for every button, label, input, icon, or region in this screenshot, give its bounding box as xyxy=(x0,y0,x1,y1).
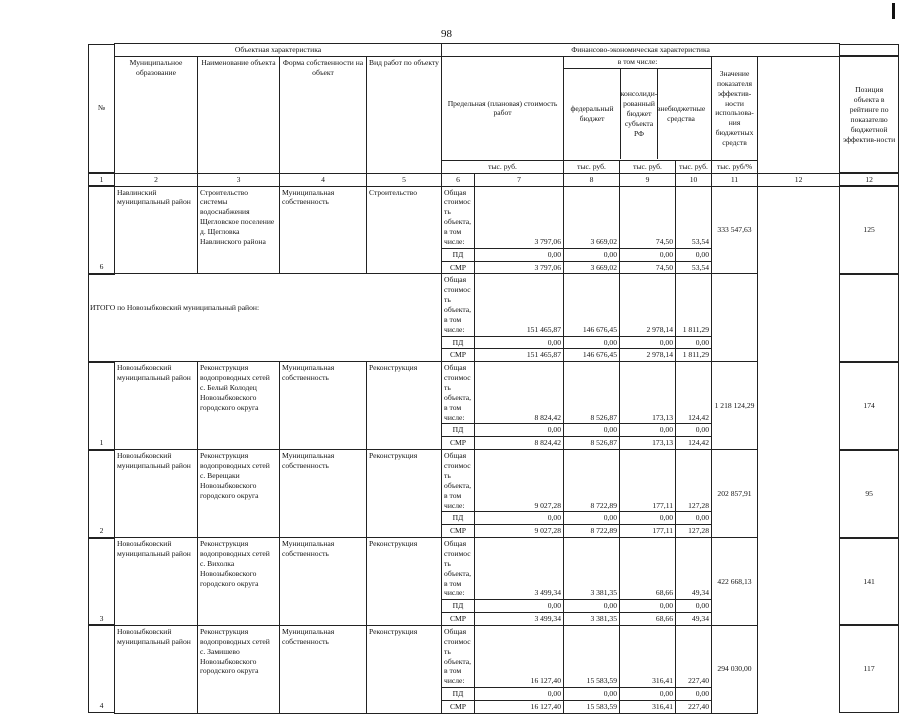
smr-label-cell: СМР xyxy=(442,525,475,538)
row-number: 4 xyxy=(88,625,115,713)
smr-value-cell: 9 027,28 xyxy=(475,525,564,538)
district-total-label: ИТОГО по Новозыбковский муниципальный район: xyxy=(90,302,260,312)
total-value-cell: 9 027,28 xyxy=(475,450,564,512)
rating-cell: 174 xyxy=(839,362,899,450)
pd-value-cell: 0,00 xyxy=(620,248,676,261)
total-value-cell: 8 722,89 xyxy=(564,450,620,512)
district-smr-value: 1 811,29 xyxy=(676,349,712,362)
efficiency-cell: 294 030,00 xyxy=(712,625,758,713)
ownership-cell: Муниципальная собственность xyxy=(280,538,367,626)
district-total-blank xyxy=(115,274,442,362)
object-total-row xyxy=(115,450,840,512)
object-total-row xyxy=(115,186,840,248)
ownership-cell: Муниципальная собственность xyxy=(280,625,367,713)
total-value-cell: 3 499,34 xyxy=(475,538,564,600)
district-pd-value: 0,00 xyxy=(564,336,620,349)
district-total-value: 151 465,87 xyxy=(475,274,564,336)
including-label: в том числе: xyxy=(564,57,711,69)
max-cost-header: Предельная (плановая) стоимость работ xyxy=(442,56,564,160)
district-total-blank-right xyxy=(712,274,758,362)
column-number: 1 xyxy=(88,173,115,186)
municipal-cell: Новозыбковский муниципальный район xyxy=(115,538,198,626)
efficiency-header: Значение показателя эффектив-ности использова-ния бюджетных средств xyxy=(712,56,758,160)
smr-label-cell: СМР xyxy=(442,613,475,626)
work-type-cell: Реконструкция xyxy=(367,625,442,713)
total-value-cell: 16 127,40 xyxy=(475,625,564,687)
offbudget-header: внебюджетные средства xyxy=(656,103,706,123)
pd-value-cell: 0,00 xyxy=(475,512,564,525)
pd-value-cell: 0,00 xyxy=(676,424,712,437)
pd-value-cell: 0,00 xyxy=(564,688,620,701)
column-numbers-row xyxy=(115,173,840,186)
total-value-cell: 3 381,35 xyxy=(564,538,620,600)
ownership-cell: Муниципальная собственность xyxy=(280,362,367,450)
municipal-cell: Навлинский муниципальный район xyxy=(115,186,198,274)
municipal-header: Муниципальное образование xyxy=(115,56,198,173)
column-number: 12 xyxy=(758,173,840,186)
investment-table xyxy=(114,43,840,714)
smr-value-cell: 316,41 xyxy=(620,700,676,713)
district-smr-value: 2 978,14 xyxy=(620,349,676,362)
pd-value-cell: 0,00 xyxy=(475,248,564,261)
pd-value-cell: 0,00 xyxy=(620,600,676,613)
smr-value-cell: 177,11 xyxy=(620,525,676,538)
column-number: 2 xyxy=(115,173,198,186)
column-number: 11 xyxy=(712,173,758,186)
pd-value-cell: 0,00 xyxy=(620,688,676,701)
ownership-cell: Муниципальная собственность xyxy=(280,186,367,274)
total-label-cell: Общая стоимость объекта, в том числе: xyxy=(442,538,475,600)
efficiency-cell: 333 547,63 xyxy=(712,186,758,274)
object-total-row xyxy=(115,625,840,687)
total-value-cell: 124,42 xyxy=(676,362,712,424)
municipal-cell: Новозыбковский муниципальный район xyxy=(115,450,198,538)
total-value-cell: 3 669,02 xyxy=(564,186,620,248)
federal-header: федеральный бюджет xyxy=(564,69,621,159)
pd-label-cell: ПД xyxy=(442,336,475,349)
row-number: 3 xyxy=(88,538,115,626)
column-number: 9 xyxy=(620,173,676,186)
pd-value-cell: 0,00 xyxy=(676,688,712,701)
smr-value-cell: 68,66 xyxy=(620,613,676,626)
work-type-cell: Строительство xyxy=(367,186,442,274)
object-char-header: Объектная характеристика xyxy=(115,44,442,57)
smr-value-cell: 3 797,06 xyxy=(475,261,564,274)
column-number: 10 xyxy=(676,173,712,186)
pd-value-cell: 0,00 xyxy=(564,248,620,261)
column-number: 6 xyxy=(442,173,475,186)
rating-cell: 117 xyxy=(839,625,899,713)
municipal-cell: Новозыбковский муниципальный район xyxy=(115,625,198,713)
efficiency-cell: 422 668,13 xyxy=(712,538,758,626)
total-label-left xyxy=(88,274,115,362)
pd-label-cell: ПД xyxy=(442,688,475,701)
district-total-value: 2 978,14 xyxy=(620,274,676,336)
total-value-cell: 316,41 xyxy=(620,625,676,687)
object-name-header: Наименование объекта xyxy=(198,56,280,173)
smr-value-cell: 53,54 xyxy=(676,261,712,274)
smr-value-cell: 173,13 xyxy=(620,437,676,450)
smr-label-cell: СМР xyxy=(442,700,475,713)
district-pd-value: 0,00 xyxy=(676,336,712,349)
total-label-cell: Общая стоимость объекта, в том числе: xyxy=(442,186,475,248)
rating-cell: 141 xyxy=(839,538,899,626)
ownership-cell: Муниципальная собственность xyxy=(280,450,367,538)
consolidated-header: консолиди-рованный бюджет субъекта РФ xyxy=(621,69,658,159)
smr-value-cell: 49,34 xyxy=(676,613,712,626)
unit-offbudget: тыс. руб. xyxy=(676,160,712,173)
pd-value-cell: 0,00 xyxy=(676,248,712,261)
object-name-cell: Реконструкция водопроводных сетей с. Вихолка Новозыбковского городского округа xyxy=(198,538,280,626)
row-number: 2 xyxy=(88,450,115,538)
object-total-row xyxy=(115,362,840,424)
efficiency-cell: 1 218 124,29 xyxy=(712,362,758,450)
header-row-2 xyxy=(115,56,840,160)
object-total-row xyxy=(115,538,840,600)
pd-label-cell: ПД xyxy=(442,248,475,261)
ownership-header: Форма собственности на объект xyxy=(280,56,367,173)
pd-value-cell: 0,00 xyxy=(475,688,564,701)
pd-value-cell: 0,00 xyxy=(620,512,676,525)
smr-value-cell: 124,42 xyxy=(676,437,712,450)
pd-value-cell: 0,00 xyxy=(564,600,620,613)
smr-value-cell: 127,28 xyxy=(676,525,712,538)
column-number: 4 xyxy=(280,173,367,186)
total-value-cell: 74,50 xyxy=(620,186,676,248)
pd-label-cell: ПД xyxy=(442,512,475,525)
number-header: № xyxy=(88,44,115,174)
pd-value-cell: 0,00 xyxy=(676,600,712,613)
total-label-cell: Общая стоимость объекта, в том числе: xyxy=(442,362,475,424)
row-number: 1 xyxy=(88,362,115,450)
smr-value-cell: 15 583,59 xyxy=(564,700,620,713)
pd-value-cell: 0,00 xyxy=(564,512,620,525)
district-total-value: 146 676,45 xyxy=(564,274,620,336)
total-value-cell: 127,28 xyxy=(676,450,712,512)
total-value-cell: 15 583,59 xyxy=(564,625,620,687)
margin-mark xyxy=(892,3,895,19)
object-name-cell: Строительство системы водоснабжения Щегловское поселение д. Щегловка Навлинского района xyxy=(198,186,280,274)
smr-label-cell: СМР xyxy=(442,349,475,362)
total-value-cell: 177,11 xyxy=(620,450,676,512)
total-value-cell: 53,54 xyxy=(676,186,712,248)
total-value-cell: 49,34 xyxy=(676,538,712,600)
smr-value-cell: 16 127,40 xyxy=(475,700,564,713)
total-value-cell: 173,13 xyxy=(620,362,676,424)
smr-value-cell: 8 722,89 xyxy=(564,525,620,538)
district-smr-value: 151 465,87 xyxy=(475,349,564,362)
work-type-cell: Реконструкция xyxy=(367,362,442,450)
pd-value-cell: 0,00 xyxy=(475,600,564,613)
fin-char-header-extension xyxy=(839,44,899,57)
smr-value-cell: 8 824,42 xyxy=(475,437,564,450)
total-label-cell: Общая стоимость объекта, в том числе: xyxy=(442,450,475,512)
smr-value-cell: 74,50 xyxy=(620,261,676,274)
total-label-cell: Общая стоимость объекта, в том числе: xyxy=(442,274,475,336)
smr-value-cell: 227,40 xyxy=(676,700,712,713)
row-number: 6 xyxy=(88,186,115,274)
unit-consolidated: тыс. руб. xyxy=(620,160,676,173)
header-row-1 xyxy=(115,44,840,57)
total-value-cell: 8 824,42 xyxy=(475,362,564,424)
pd-value-cell: 0,00 xyxy=(475,424,564,437)
total-label-cell: Общая стоимость объекта, в том числе: xyxy=(442,625,475,687)
total-value-cell: 3 797,06 xyxy=(475,186,564,248)
work-type-cell: Реконструкция xyxy=(367,450,442,538)
pd-label-cell: ПД xyxy=(442,424,475,437)
rating-header: Позиция объекта в рейтинге по показателю бюджетной эффектив-ности xyxy=(839,56,899,173)
pd-value-cell: 0,00 xyxy=(564,424,620,437)
smr-value-cell: 3 669,02 xyxy=(564,261,620,274)
district-total-value: 1 811,29 xyxy=(676,274,712,336)
district-smr-value: 146 676,45 xyxy=(564,349,620,362)
column-number: 12 xyxy=(839,173,899,186)
column-number: 7 xyxy=(475,173,564,186)
unit-ratio: тыс. руб/% xyxy=(712,160,758,173)
smr-value-cell: 8 526,87 xyxy=(564,437,620,450)
object-name-cell: Реконструкция водопроводных сетей с. Верещаки Новозыбковского городского округа xyxy=(198,450,280,538)
unit-federal: тыс. руб. xyxy=(564,160,620,173)
column-number: 8 xyxy=(564,173,620,186)
municipal-cell: Новозыбковский муниципальный район xyxy=(115,362,198,450)
unit-cost: тыс. руб. xyxy=(442,160,564,173)
fin-char-header: Финансово-экономическая характеристика xyxy=(442,44,840,57)
column-number: 5 xyxy=(367,173,442,186)
including-header xyxy=(564,56,712,160)
total-value-cell: 68,66 xyxy=(620,538,676,600)
object-name-cell: Реконструкция водопроводных сетей с. Замишево Новозыбковского городского округа xyxy=(198,625,280,713)
total-value-cell: 227,40 xyxy=(676,625,712,687)
smr-value-cell: 3 499,34 xyxy=(475,613,564,626)
rating-blank xyxy=(839,274,899,362)
efficiency-cell: 202 857,91 xyxy=(712,450,758,538)
rating-cell: 95 xyxy=(839,450,899,538)
object-name-cell: Реконструкция водопроводных сетей с. Белый Колодец Новозыбковского городского округа xyxy=(198,362,280,450)
smr-label-cell: СМР xyxy=(442,437,475,450)
district-pd-value: 0,00 xyxy=(475,336,564,349)
work-type-cell: Реконструкция xyxy=(367,538,442,626)
smr-value-cell: 3 381,35 xyxy=(564,613,620,626)
pd-value-cell: 0,00 xyxy=(620,424,676,437)
total-value-cell: 8 526,87 xyxy=(564,362,620,424)
pd-label-cell: ПД xyxy=(442,600,475,613)
page-number: 98 xyxy=(441,28,452,40)
smr-label-cell: СМР xyxy=(442,261,475,274)
pd-value-cell: 0,00 xyxy=(676,512,712,525)
rating-cell: 125 xyxy=(839,186,899,274)
work-type-header: Вид работ по объекту xyxy=(367,56,442,173)
district-pd-value: 0,00 xyxy=(620,336,676,349)
column-number: 3 xyxy=(198,173,280,186)
